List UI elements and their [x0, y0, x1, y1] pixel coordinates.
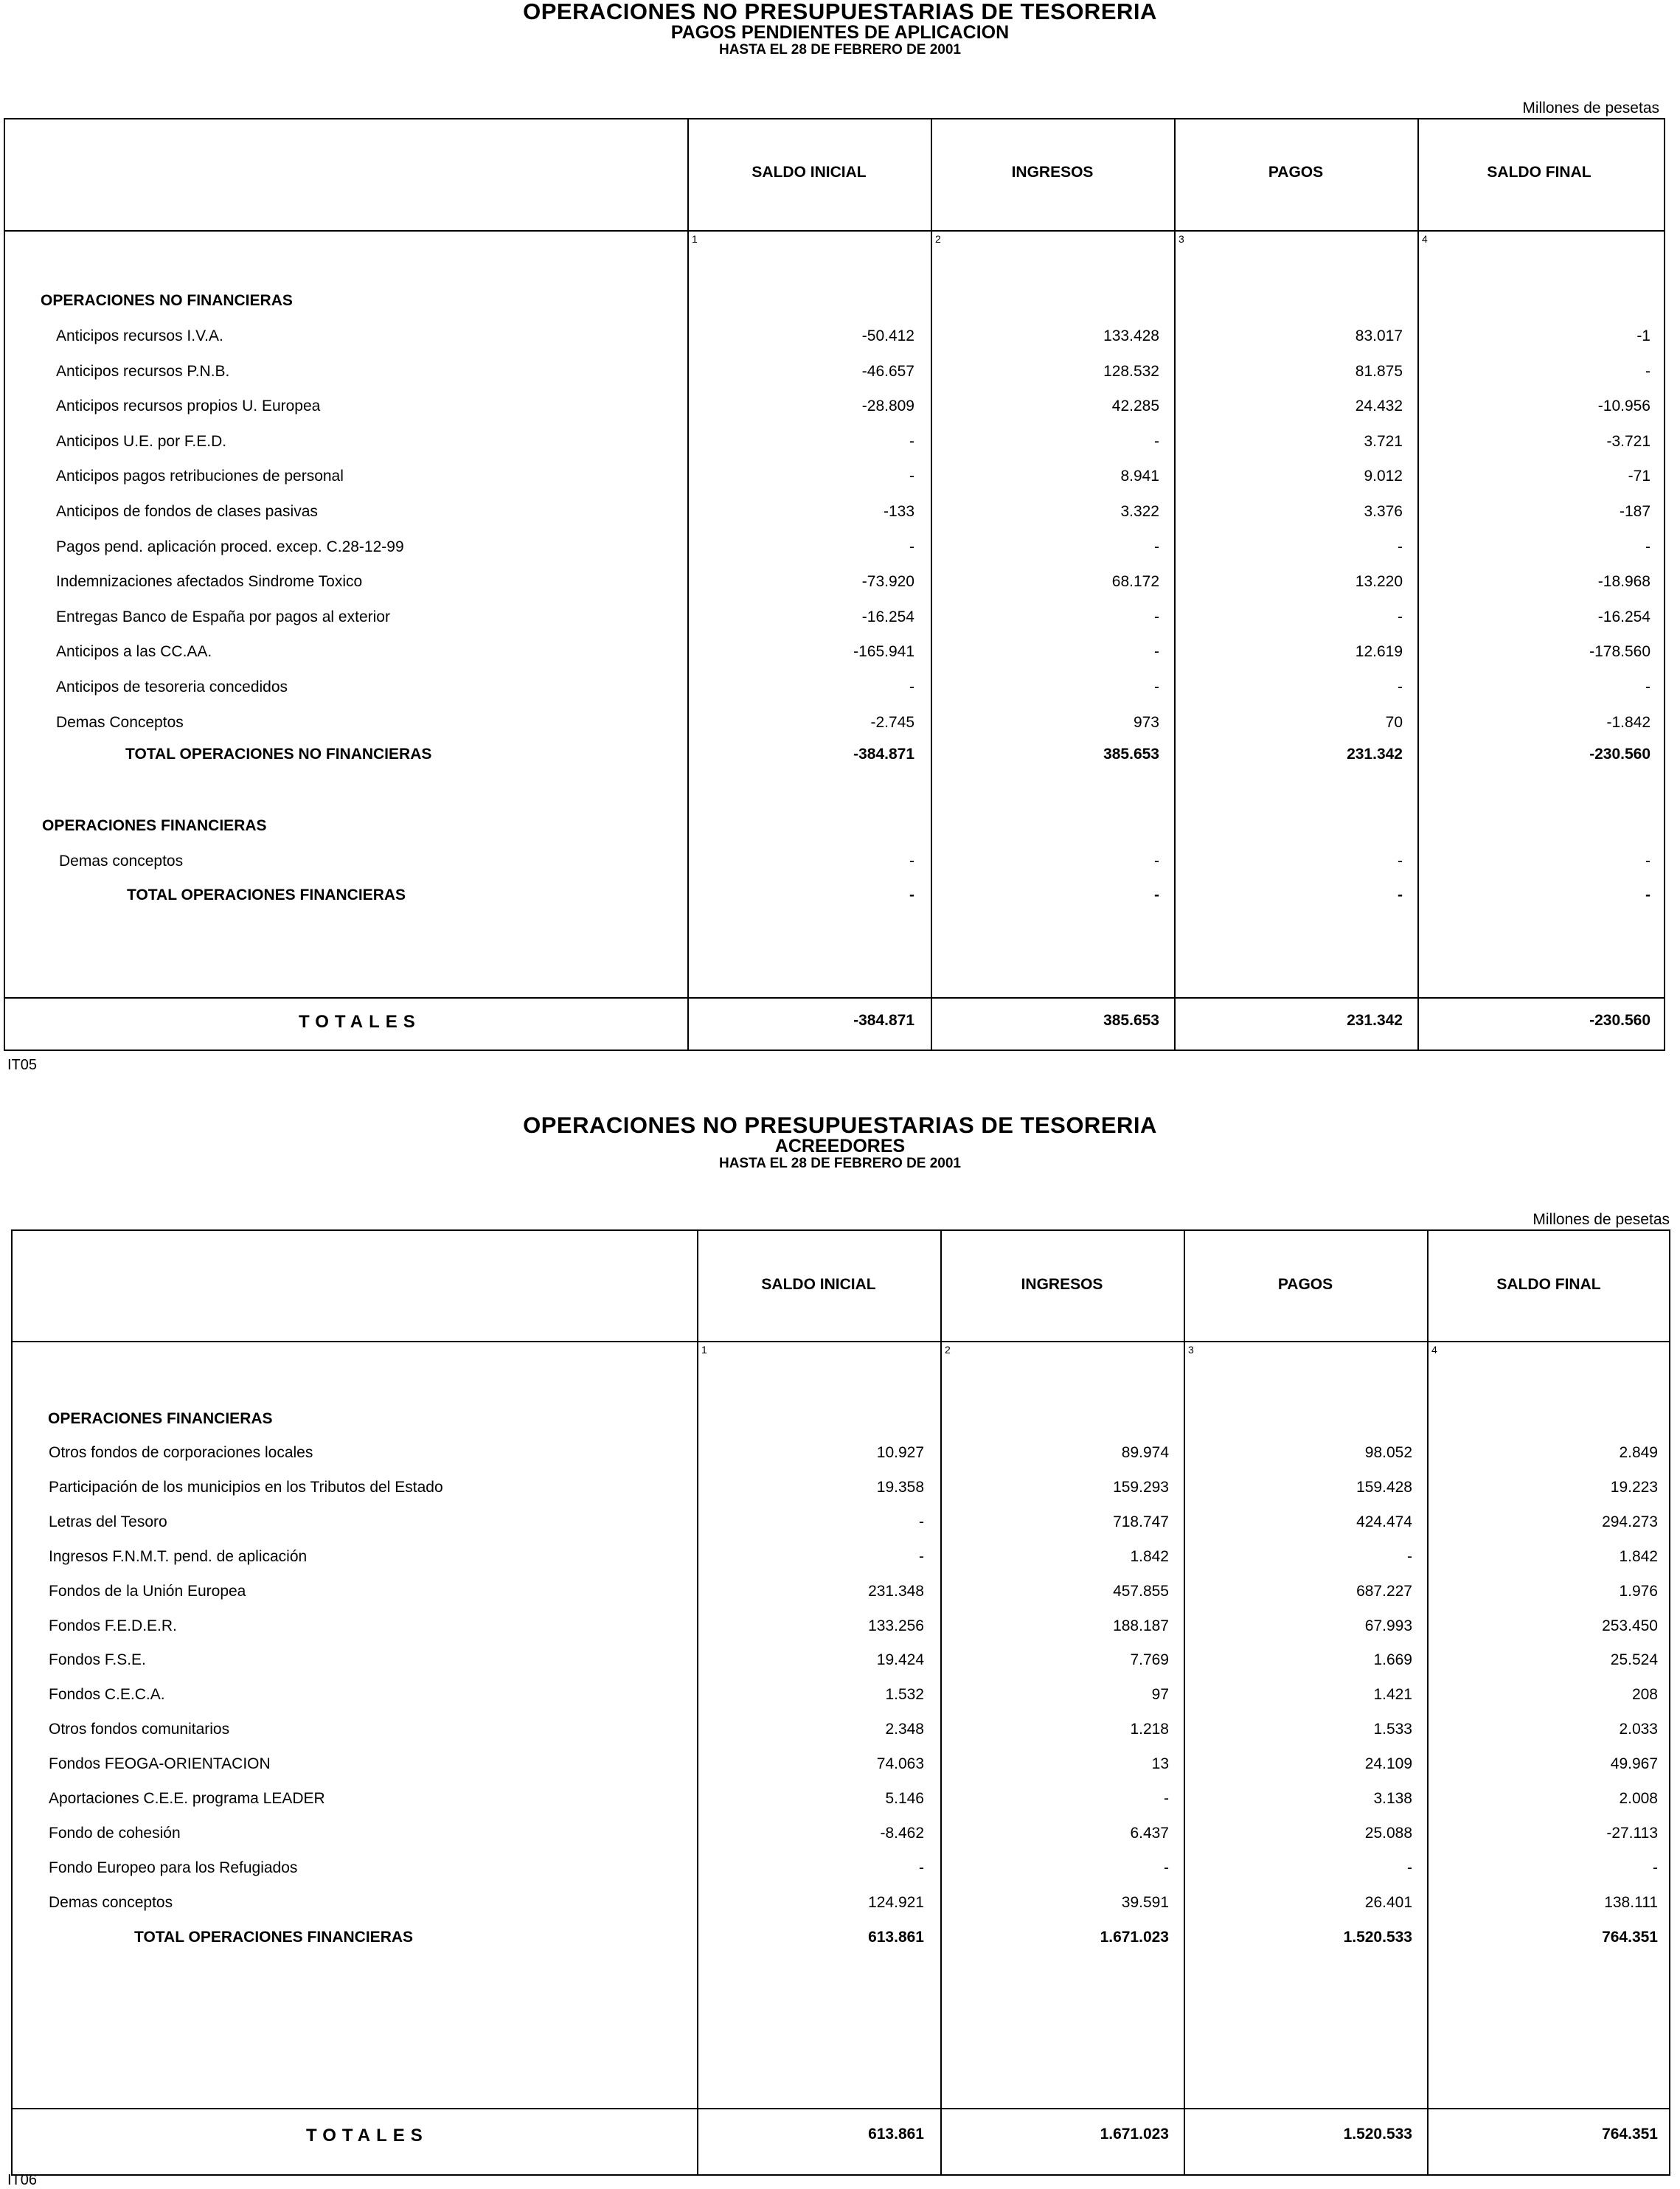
- row-label: Anticipos recursos I.V.A.: [56, 327, 223, 344]
- table-row: [0, 433, 1680, 455]
- subtotal-row-value-col1: 613.861: [868, 1929, 924, 1946]
- row-value-col1: -2.745: [870, 713, 914, 731]
- subtotal-row-value-col1: -: [909, 887, 914, 903]
- table1-col-header: INGRESOS: [1011, 164, 1094, 181]
- row-value-col1: 133.256: [868, 1617, 924, 1634]
- table2-col-header: SALDO FINAL: [1496, 1276, 1601, 1293]
- row-value-col1: -: [909, 538, 914, 555]
- table1-col-number: 3: [1179, 233, 1184, 245]
- table-row: [0, 1479, 1680, 1501]
- row-label: Participación de los municipios en los Tributos del Estado: [49, 1478, 443, 1496]
- table-row: [0, 327, 1680, 350]
- table2-title-block: [0, 1114, 1680, 1172]
- table1-col-header: SALDO FINAL: [1487, 164, 1592, 181]
- row-value-col2: 13: [1151, 1755, 1169, 1773]
- row-value-col3: -: [1398, 679, 1403, 695]
- row-value-col1: 231.348: [868, 1582, 924, 1600]
- table-row: [0, 503, 1680, 525]
- row-value-col1: 5.146: [885, 1790, 924, 1807]
- row-value-col4: -10.956: [1597, 398, 1651, 415]
- row-value-col2: 8.941: [1120, 468, 1159, 485]
- table2-code: IT06: [7, 2172, 38, 2188]
- table1-col-header: SALDO INICIAL: [752, 164, 867, 181]
- subtotal-row-value-col2: 385.653: [1103, 746, 1159, 763]
- row-value-col2: 97: [1151, 1686, 1169, 1704]
- row-value-col4: 49.967: [1610, 1755, 1658, 1773]
- row-value-col2: -: [1154, 608, 1159, 625]
- table1-col-header: PAGOS: [1268, 164, 1324, 181]
- row-value-col1: -: [909, 679, 914, 695]
- row-value-col2: -: [1154, 853, 1159, 870]
- table2-header-divider: [11, 1341, 1670, 1342]
- row-value-col1: -50.412: [861, 327, 914, 344]
- table-row: [0, 1651, 1680, 1673]
- table-row: [0, 714, 1680, 736]
- subtotal-row: [0, 1929, 1680, 1951]
- row-label: Anticipos de tesoreria concedidos: [56, 679, 288, 695]
- table-row: [0, 1583, 1680, 1605]
- subtotal-row-label: TOTAL OPERACIONES FINANCIERAS: [127, 887, 406, 903]
- row-value-col3: 9.012: [1364, 468, 1403, 485]
- row-value-col2: 128.532: [1103, 362, 1159, 380]
- row-value-col1: -73.920: [861, 573, 914, 591]
- row-value-col2: -: [1164, 1790, 1169, 1807]
- row-value-col4: 2.033: [1619, 1721, 1658, 1738]
- subtotal-row: [0, 746, 1680, 768]
- row-value-col3: 3.376: [1364, 503, 1403, 520]
- row-value-col1: -: [909, 432, 914, 450]
- row-label: Indemnizaciones afectados Sindrome Toxico: [56, 573, 363, 591]
- table-row: [0, 1859, 1680, 1881]
- table-row: [0, 1825, 1680, 1847]
- table1-col-number: 4: [1422, 233, 1428, 245]
- subtotal-row-label: TOTAL OPERACIONES FINANCIERAS: [134, 1929, 414, 1946]
- table2-subtitle: ACREEDORES: [774, 1136, 906, 1156]
- subtotal-row-value-col4: -: [1645, 887, 1651, 903]
- row-value-col4: -1: [1636, 327, 1651, 344]
- row-value-col3: 81.875: [1355, 362, 1403, 380]
- row-value-col1: 2.348: [885, 1721, 924, 1738]
- row-label: Anticipos U.E. por F.E.D.: [56, 432, 227, 450]
- table-row: [0, 853, 1680, 875]
- row-label: Demas conceptos: [49, 1893, 173, 1911]
- subtotal-row-value-col1: -384.871: [853, 746, 914, 763]
- table2-units: Millones de pesetas: [1533, 1211, 1670, 1228]
- row-value-col1: 19.424: [876, 1651, 924, 1669]
- table-row: [0, 1444, 1680, 1466]
- row-value-col3: -: [1398, 608, 1403, 625]
- row-label: Fondo Europeo para los Refugiados: [49, 1859, 298, 1876]
- row-label: Anticipos a las CC.AA.: [56, 643, 212, 661]
- table1-header-divider: [4, 230, 1665, 232]
- row-value-col3: 83.017: [1355, 327, 1403, 344]
- row-value-col3: 1.669: [1373, 1651, 1412, 1669]
- row-label: Anticipos pagos retribuciones de personal: [56, 468, 344, 485]
- table-row: [0, 538, 1680, 561]
- row-label: Otros fondos de corporaciones locales: [49, 1444, 313, 1461]
- row-label: Fondos de la Unión Europea: [49, 1582, 246, 1600]
- row-value-col3: 3.721: [1364, 432, 1403, 450]
- row-value-col4: 253.450: [1602, 1617, 1658, 1634]
- row-value-col4: -: [1645, 538, 1651, 555]
- table1-units: Millones de pesetas: [1522, 100, 1659, 117]
- row-value-col4: 1.976: [1619, 1582, 1658, 1600]
- table-row: [0, 1790, 1680, 1812]
- table1-section-heading: OPERACIONES FINANCIERAS: [42, 817, 267, 834]
- row-value-col4: -18.968: [1597, 573, 1651, 591]
- row-value-col2: -: [1154, 538, 1159, 555]
- grand-total-row-value-col1: 613.861: [868, 2126, 924, 2143]
- row-value-col2: 457.855: [1113, 1582, 1169, 1600]
- table-row: [0, 608, 1680, 631]
- table-row: [0, 679, 1680, 701]
- table-row: [0, 643, 1680, 665]
- row-value-col4: -16.254: [1597, 608, 1651, 625]
- row-value-col2: 89.974: [1121, 1444, 1169, 1461]
- table-row: [0, 573, 1680, 595]
- table2-section-heading: OPERACIONES FINANCIERAS: [48, 1410, 273, 1427]
- row-value-col1: -16.254: [861, 608, 914, 625]
- row-value-col4: -: [1645, 679, 1651, 695]
- table2-col-header: PAGOS: [1277, 1276, 1333, 1293]
- table1-title-block: [0, 0, 1680, 58]
- grand-total-row-value-col4: -230.560: [1589, 1012, 1651, 1029]
- row-value-col4: -3.721: [1606, 432, 1651, 450]
- row-label: Fondo de cohesión: [49, 1824, 181, 1842]
- row-value-col1: 19.358: [876, 1478, 924, 1496]
- subtotal-row: [0, 887, 1680, 909]
- grand-total-row-value-col1: -384.871: [853, 1012, 914, 1029]
- row-value-col1: -133: [883, 503, 914, 520]
- row-value-col3: 159.428: [1356, 1478, 1412, 1496]
- row-value-col3: 3.138: [1373, 1790, 1412, 1807]
- row-label: Anticipos de fondos de clases pasivas: [56, 503, 318, 520]
- row-value-col1: -: [919, 1513, 924, 1530]
- row-value-col2: 1.218: [1130, 1721, 1169, 1738]
- row-value-col2: 159.293: [1113, 1478, 1169, 1496]
- subtotal-row-value-col3: -: [1398, 887, 1403, 903]
- row-value-col3: 424.474: [1356, 1513, 1412, 1530]
- row-value-col4: -187: [1619, 503, 1651, 520]
- row-value-col3: 67.993: [1364, 1617, 1412, 1634]
- row-value-col3: -: [1407, 1547, 1412, 1565]
- grand-total-row-value-col4: 764.351: [1602, 2126, 1658, 2143]
- table-row: [0, 363, 1680, 385]
- table2-col-number: 4: [1431, 1344, 1437, 1356]
- row-label: Anticipos recursos propios U. Europea: [56, 398, 321, 415]
- row-value-col3: 1.533: [1373, 1721, 1412, 1738]
- row-label: Otros fondos comunitarios: [49, 1721, 230, 1738]
- row-value-col1: 10.927: [876, 1444, 924, 1461]
- grand-total-row: [0, 1012, 1680, 1034]
- row-value-col2: 3.322: [1120, 503, 1159, 520]
- row-value-col4: -1.842: [1606, 713, 1651, 731]
- row-label: Ingresos F.N.M.T. pend. de aplicación: [49, 1547, 308, 1565]
- grand-total-row-label: TOTALES: [306, 2126, 428, 2145]
- row-value-col3: 25.088: [1364, 1824, 1412, 1842]
- row-value-col3: 687.227: [1356, 1582, 1412, 1600]
- table-row: [0, 468, 1680, 490]
- row-value-col4: -: [1645, 853, 1651, 870]
- row-value-col4: 208: [1631, 1686, 1658, 1704]
- subtotal-row-value-col2: -: [1154, 887, 1159, 903]
- row-value-col2: -: [1154, 643, 1159, 661]
- table2-col-number: 3: [1188, 1344, 1194, 1356]
- subtotal-row-label: TOTAL OPERACIONES NO FINANCIERAS: [125, 746, 432, 763]
- table2-col-header: SALDO INICIAL: [761, 1276, 876, 1293]
- row-value-col1: -: [919, 1859, 924, 1876]
- row-value-col4: 138.111: [1604, 1893, 1658, 1911]
- row-label: Fondos C.E.C.A.: [49, 1686, 165, 1704]
- subtotal-row-value-col2: 1.671.023: [1100, 1929, 1169, 1946]
- row-value-col2: -: [1154, 679, 1159, 695]
- row-value-col2: 718.747: [1113, 1513, 1169, 1530]
- row-value-col3: -: [1398, 853, 1403, 870]
- row-value-col3: -: [1398, 538, 1403, 555]
- row-value-col1: -: [919, 1547, 924, 1565]
- grand-total-row-label: TOTALES: [299, 1012, 421, 1032]
- subtotal-row-value-col3: 1.520.533: [1343, 1929, 1412, 1946]
- row-value-col3: 12.619: [1355, 643, 1403, 661]
- row-value-col3: 70: [1385, 713, 1403, 731]
- grand-total-row-value-col3: 231.342: [1347, 1012, 1403, 1029]
- table2-col-number: 2: [945, 1344, 951, 1356]
- row-value-col4: -27.113: [1606, 1824, 1658, 1842]
- row-value-col2: 973: [1133, 713, 1159, 731]
- row-label: Letras del Tesoro: [49, 1513, 167, 1530]
- row-label: Pagos pend. aplicación proced. excep. C.28-12-99: [56, 538, 404, 555]
- table1-section-heading: OPERACIONES NO FINANCIERAS: [41, 292, 293, 309]
- table-row: [0, 1513, 1680, 1536]
- row-value-col4: 2.849: [1619, 1444, 1658, 1461]
- row-value-col2: 1.842: [1130, 1547, 1169, 1565]
- row-label: Anticipos recursos P.N.B.: [56, 362, 230, 380]
- row-value-col4: 1.842: [1619, 1547, 1658, 1565]
- row-value-col2: 42.285: [1111, 398, 1159, 415]
- row-value-col1: -28.809: [861, 398, 914, 415]
- row-value-col2: 7.769: [1130, 1651, 1169, 1669]
- row-label: Fondos F.E.D.E.R.: [49, 1617, 177, 1634]
- table2-totals-divider: [11, 2108, 1670, 2109]
- row-value-col3: 26.401: [1364, 1893, 1412, 1911]
- table-row: [0, 1686, 1680, 1708]
- row-value-col4: 294.273: [1602, 1513, 1658, 1530]
- row-value-col1: -: [909, 853, 914, 870]
- row-value-col1: 74.063: [876, 1755, 924, 1773]
- row-value-col4: 25.524: [1610, 1651, 1658, 1669]
- row-label: Fondos FEOGA-ORIENTACION: [49, 1755, 271, 1773]
- row-value-col3: 24.432: [1355, 398, 1403, 415]
- grand-total-row-value-col2: 1.671.023: [1100, 2126, 1169, 2143]
- row-label: Demas Conceptos: [56, 713, 184, 731]
- table-row: [0, 1617, 1680, 1640]
- row-value-col1: -8.462: [880, 1824, 924, 1842]
- table-row: [0, 1721, 1680, 1743]
- grand-total-row-value-col3: 1.520.533: [1343, 2126, 1412, 2143]
- table2-col-header: INGRESOS: [1021, 1276, 1103, 1293]
- row-value-col3: -: [1407, 1859, 1412, 1876]
- subtotal-row-value-col4: 764.351: [1602, 1929, 1658, 1946]
- row-value-col2: 188.187: [1113, 1617, 1169, 1634]
- row-value-col3: 24.109: [1364, 1755, 1412, 1773]
- row-value-col1: 1.532: [885, 1686, 924, 1704]
- row-value-col1: -165.941: [853, 643, 914, 661]
- table1-totals-divider: [4, 997, 1665, 999]
- table-row: [0, 1894, 1680, 1916]
- row-label: Entregas Banco de España por pagos al exterior: [56, 608, 390, 625]
- row-value-col2: 39.591: [1121, 1893, 1169, 1911]
- row-value-col2: 68.172: [1111, 573, 1159, 591]
- table1-subtitle: PAGOS PENDIENTES DE APLICACION: [670, 22, 1010, 43]
- subtotal-row-value-col3: 231.342: [1347, 746, 1403, 763]
- row-label: Demas conceptos: [59, 853, 184, 870]
- row-value-col4: 19.223: [1610, 1478, 1658, 1496]
- row-value-col1: -46.657: [861, 362, 914, 380]
- row-value-col4: -178.560: [1589, 643, 1651, 661]
- row-value-col3: 1.421: [1373, 1686, 1412, 1704]
- row-value-col2: 6.437: [1130, 1824, 1169, 1842]
- row-value-col3: 13.220: [1355, 573, 1403, 591]
- row-label: Aportaciones C.E.E. programa LEADER: [49, 1790, 325, 1807]
- row-value-col2: -: [1164, 1859, 1169, 1876]
- table1-col-number: 2: [935, 233, 941, 245]
- table-row: [0, 1755, 1680, 1777]
- row-value-col2: 133.428: [1103, 327, 1159, 344]
- table1-col-number: 1: [692, 233, 698, 245]
- subtotal-row-value-col4: -230.560: [1589, 746, 1651, 763]
- table2-col-number: 1: [701, 1344, 707, 1356]
- table1-title: OPERACIONES NO PRESUPUESTARIAS DE TESORERIA: [523, 0, 1157, 24]
- row-value-col4: -71: [1628, 468, 1651, 485]
- table1-code: IT05: [7, 1057, 38, 1073]
- row-value-col4: 2.008: [1619, 1790, 1658, 1807]
- grand-total-row-value-col2: 385.653: [1103, 1012, 1159, 1029]
- row-value-col1: 124.921: [868, 1893, 924, 1911]
- row-value-col1: -: [909, 468, 914, 485]
- row-value-col3: 98.052: [1364, 1444, 1412, 1461]
- table2-date: HASTA EL 28 DE FEBRERO DE 2001: [718, 1156, 962, 1171]
- grand-total-row: [0, 2126, 1680, 2148]
- table1-date: HASTA EL 28 DE FEBRERO DE 2001: [718, 42, 962, 58]
- row-label: Fondos F.S.E.: [49, 1651, 146, 1669]
- table-row: [0, 398, 1680, 420]
- table-row: [0, 1548, 1680, 1570]
- table2-title: OPERACIONES NO PRESUPUESTARIAS DE TESORERIA: [523, 1112, 1157, 1138]
- row-value-col4: -: [1653, 1859, 1658, 1876]
- row-value-col4: -: [1645, 362, 1651, 380]
- row-value-col2: -: [1154, 432, 1159, 450]
